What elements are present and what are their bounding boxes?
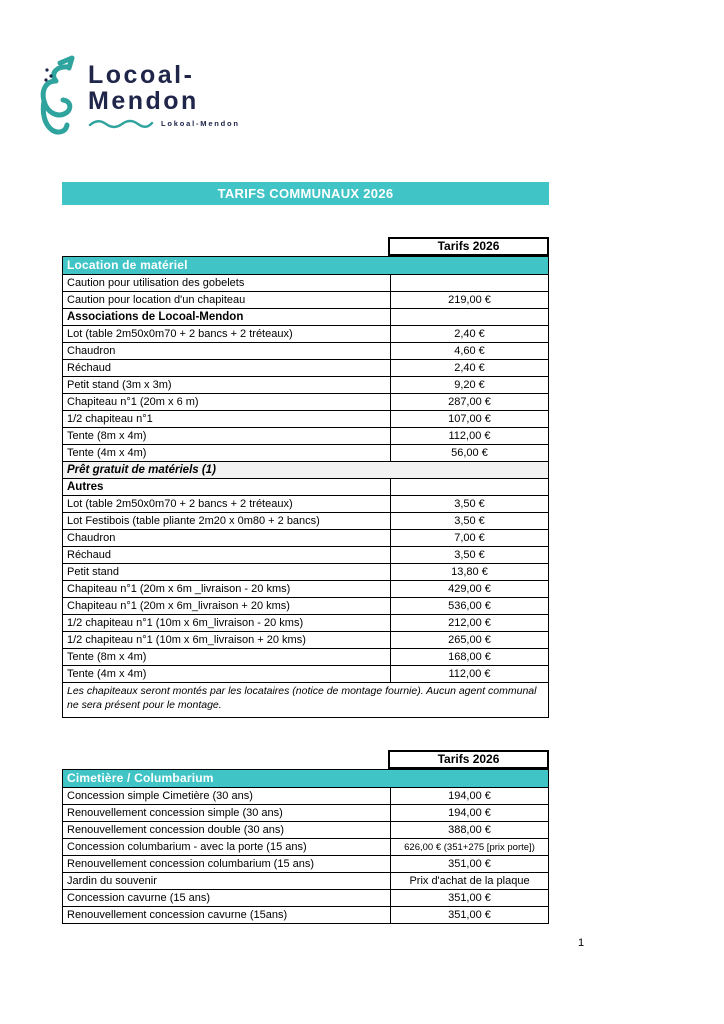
row-label: Chaudron: [67, 532, 116, 544]
table-row: [63, 444, 548, 461]
row-label: Petit stand: [67, 566, 119, 578]
row-value: Prix d'achat de la plaque: [390, 873, 548, 889]
table-row: [63, 427, 548, 444]
row-value: 626,00 € (351+275 [prix porte]): [390, 839, 548, 855]
row-label: Tente (8m x 4m): [67, 651, 147, 663]
row-value: 56,00 €: [390, 445, 548, 461]
table-row: [63, 648, 548, 665]
wave-icon: [88, 117, 154, 129]
table-row: [63, 308, 548, 325]
row-label: Chapiteau n°1 (20m x 6 m): [67, 396, 199, 408]
row-label: 1/2 chapiteau n°1: [67, 413, 153, 425]
table-row: [63, 478, 548, 495]
table-row: [63, 546, 548, 563]
table-body: [62, 256, 549, 718]
tariff-table-cimetiere-columbarium: [62, 750, 549, 924]
row-value: 265,00 €: [390, 632, 548, 648]
row-value: [390, 275, 548, 291]
table-row: [63, 838, 548, 855]
table-row: [63, 580, 548, 597]
row-label: Tente (4m x 4m): [67, 668, 147, 680]
row-label: Réchaud: [67, 549, 112, 561]
row-value: 351,00 €: [390, 856, 548, 872]
table-row: [63, 804, 548, 821]
logo-title-line1: Locoal-: [88, 61, 195, 89]
table-row: [63, 393, 548, 410]
logo-text: [88, 54, 240, 129]
row-value: 112,00 €: [390, 666, 548, 682]
section-header-row: Location de matériel: [63, 257, 548, 274]
tariff-table-location-materiel: [62, 237, 549, 718]
table-row: [63, 614, 548, 631]
table-row: [63, 291, 548, 308]
table-row: [63, 529, 548, 546]
row-label: Renouvellement concession cavurne (15ans): [67, 909, 288, 921]
table-row: [63, 359, 548, 376]
row-value: 212,00 €: [390, 615, 548, 631]
row-value: 536,00 €: [390, 598, 548, 614]
row-label: 1/2 chapiteau n°1 (10m x 6m_livraison + 20 kms): [67, 634, 306, 646]
table-row: [63, 495, 548, 512]
row-label: Lot Festibois (table pliante 2m20 x 0m80 + 2 bancs): [67, 515, 320, 527]
column-header-tarifs-2026: Tarifs 2026: [388, 237, 549, 256]
table-row: [63, 274, 548, 291]
table-row: [63, 597, 548, 614]
row-label: 1/2 chapiteau n°1 (10m x 6m_livraison - 20 kms): [67, 617, 304, 629]
row-label: Concession simple Cimetière (30 ans): [67, 790, 253, 802]
row-label: Chaudron: [67, 345, 116, 357]
row-value: 107,00 €: [390, 411, 548, 427]
row-label: Lot (table 2m50x0m70 + 2 bancs + 2 tréteaux): [67, 498, 293, 510]
row-label: Caution pour utilisation des gobelets: [67, 277, 245, 289]
row-value: [390, 479, 548, 495]
row-label: Lot (table 2m50x0m70 + 2 bancs + 2 tréteaux): [67, 328, 293, 340]
row-value: 2,40 €: [390, 360, 548, 376]
row-value: 194,00 €: [390, 805, 548, 821]
table-row: [63, 665, 548, 682]
row-label: Concession cavurne (15 ans): [67, 892, 211, 904]
table-row: [63, 787, 548, 804]
title-banner: TARIFS COMMUNAUX 2026: [62, 182, 549, 205]
section-header-row: Cimetière / Columbarium: [63, 770, 548, 787]
table-row: [63, 342, 548, 359]
table-row: [63, 821, 548, 838]
row-label: Tente (4m x 4m): [67, 447, 147, 459]
row-label: Concession columbarium - avec la porte (15 ans): [67, 841, 307, 853]
row-value: 287,00 €: [390, 394, 548, 410]
row-label: Renouvellement concession double (30 ans): [67, 824, 285, 836]
table-row: [63, 855, 548, 872]
note-row: Les chapiteaux seront montés par les locataires (notice de montage fournie). Aucun agent communal ne sera présent pour le montage.: [63, 682, 548, 717]
row-label: Renouvellement concession columbarium (15 ans): [67, 858, 315, 870]
subsection-row: Prêt gratuit de matériels (1): [63, 461, 548, 478]
table-row: [63, 872, 548, 889]
row-label: Tente (8m x 4m): [67, 430, 147, 442]
row-value: 219,00 €: [390, 292, 548, 308]
row-value: 351,00 €: [390, 907, 548, 923]
table-row: [63, 376, 548, 393]
row-value: 3,50 €: [390, 513, 548, 529]
row-value: 9,20 €: [390, 377, 548, 393]
row-value: 4,60 €: [390, 343, 548, 359]
table-row: [63, 889, 548, 906]
row-value: 429,00 €: [390, 581, 548, 597]
table-row: [63, 410, 548, 427]
row-label: Réchaud: [67, 362, 112, 374]
row-value: 2,40 €: [390, 326, 548, 342]
row-value: 388,00 €: [390, 822, 548, 838]
row-value: 194,00 €: [390, 788, 548, 804]
row-value: 13,80 €: [390, 564, 548, 580]
table-row: [63, 512, 548, 529]
logo-subtitle: Lokoal-Mendon: [161, 118, 240, 128]
row-value: 3,50 €: [390, 496, 548, 512]
row-label: Chapiteau n°1 (20m x 6m_livraison + 20 kms): [67, 600, 290, 612]
row-value: 351,00 €: [390, 890, 548, 906]
row-label: Autres: [67, 481, 104, 493]
row-label: Jardin du souvenir: [67, 875, 157, 887]
table-row: [63, 906, 548, 923]
row-value: 168,00 €: [390, 649, 548, 665]
table-body: [62, 769, 549, 924]
column-header-tarifs-2026: Tarifs 2026: [388, 750, 549, 769]
page-number: 1: [578, 937, 585, 949]
table-row: [63, 325, 548, 342]
row-value: 112,00 €: [390, 428, 548, 444]
table-row: [63, 563, 548, 580]
row-label: Chapiteau n°1 (20m x 6m _livraison - 20 kms): [67, 583, 291, 595]
row-value: [390, 309, 548, 325]
row-label: Caution pour location d'un chapiteau: [67, 294, 246, 306]
seahorse-icon: [30, 54, 82, 140]
row-label: Associations de Locoal-Mendon: [67, 311, 244, 323]
commune-logo: [30, 54, 240, 140]
row-label: Renouvellement concession simple (30 ans): [67, 807, 283, 819]
logo-title-line2: Mendon: [88, 87, 199, 115]
row-label: Petit stand (3m x 3m): [67, 379, 172, 391]
row-value: 7,00 €: [390, 530, 548, 546]
row-value: 3,50 €: [390, 547, 548, 563]
table-row: [63, 631, 548, 648]
